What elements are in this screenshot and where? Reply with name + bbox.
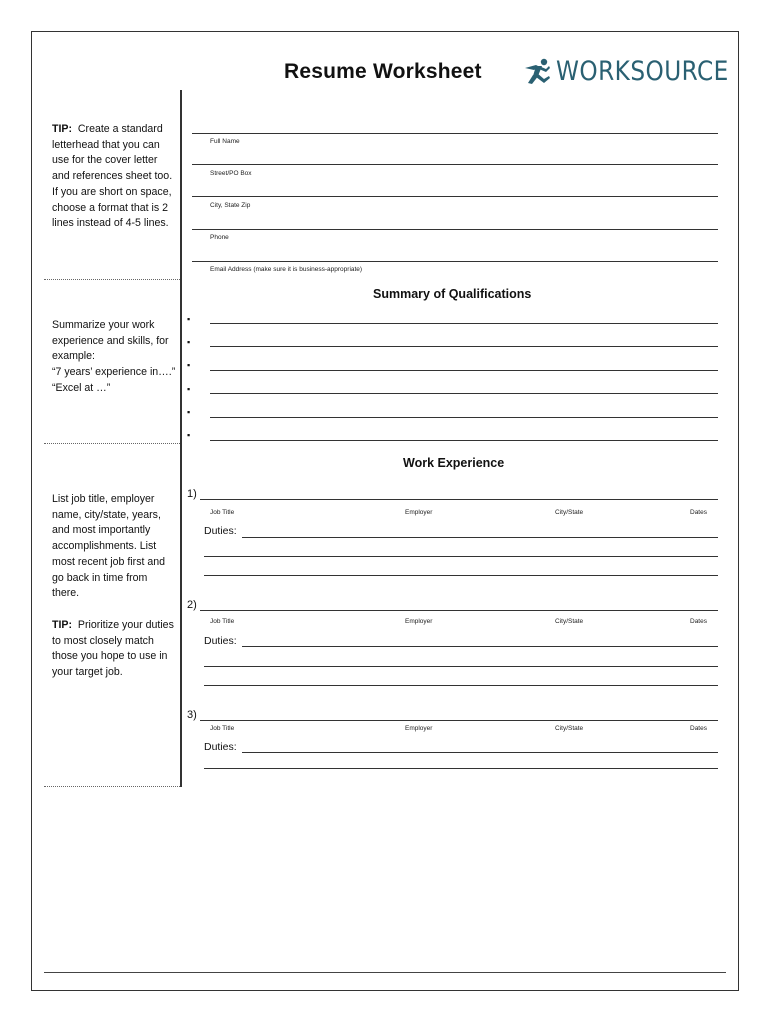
city-state-caption: City/State [555,618,584,625]
tip-text: Prioritize your duties to most closely match those you hope to use in your target job. [52,618,174,679]
tip-contact [52,122,176,232]
duties-line[interactable] [242,752,718,753]
entry-number: 1) [187,488,197,500]
email-line[interactable] [192,261,718,262]
worksource-logo [522,56,757,87]
city-state-zip-line[interactable] [192,196,718,197]
full-name-caption: Full Name [210,138,240,145]
duties-label: Duties: [204,525,237,537]
tip-summary: Summarize your work experience and skills, for example: “7 years’ experience in….” “Excel at …” [52,319,176,394]
duties-line[interactable] [204,685,718,686]
sidebar-divider [180,90,182,787]
tip-work [52,492,176,681]
employer-caption: Employer [405,725,433,732]
tip-label: TIP: [52,618,73,631]
duties-line[interactable] [204,768,718,769]
page-title: Resume Worksheet [284,60,482,83]
bullet-icon: ▪ [187,384,191,394]
summary-line[interactable] [210,370,718,371]
bullet-icon: ▪ [187,407,191,417]
tip-work-text: List job title, employer name, city/state, years, and most importantly accomplishments. List most recent job first and go back in time from there. [52,493,166,600]
bullet-icon: ▪ [187,337,191,347]
phone-line[interactable] [192,229,718,230]
footer-rule [44,972,726,973]
sidebar-separator [44,443,180,444]
entry-number: 3) [187,709,197,721]
job-entry-line[interactable] [200,499,718,500]
street-line[interactable] [192,164,718,165]
city-state-zip-caption: City, State Zip [210,202,251,209]
duties-line[interactable] [242,537,718,538]
work-title: Work Experience [403,456,505,470]
summary-line[interactable] [210,440,718,441]
summary-line[interactable] [210,393,718,394]
job-entry-line[interactable] [200,720,718,721]
summary-line[interactable] [210,417,718,418]
duties-line[interactable] [204,575,718,576]
tip-label: TIP: [52,123,73,135]
job-title-caption: Job Title [210,618,235,625]
employer-caption: Employer [405,618,433,625]
duties-line[interactable] [242,646,718,647]
job-entry-line[interactable] [200,610,718,611]
tip-text: Create a standard letterhead that you can use for the cover letter and references sheet too. If you are short on space, choose a format that is 2 lines instead of 4-5 lines. [52,123,173,230]
entry-number: 2) [187,599,197,611]
bullet-icon: ▪ [187,430,191,440]
logo-text: WORKSOURCE [556,56,729,87]
dates-caption: Dates [690,509,707,516]
bullet-icon: ▪ [187,360,191,370]
dates-caption: Dates [690,725,707,732]
email-caption: Email Address (make sure it is business-appropriate) [210,266,363,273]
phone-caption: Phone [210,234,229,241]
dates-caption: Dates [690,618,707,625]
bullet-icon: ▪ [187,314,191,324]
duties-label: Duties: [204,635,237,647]
street-caption: Street/PO Box [210,170,252,177]
employer-caption: Employer [405,509,433,516]
summary-line[interactable] [210,346,718,347]
job-title-caption: Job Title [210,725,235,732]
summary-line[interactable] [210,323,718,324]
duties-line[interactable] [204,666,718,667]
city-state-caption: City/State [555,725,584,732]
sidebar-separator [44,279,180,280]
city-state-caption: City/State [555,509,584,516]
full-name-line[interactable] [192,133,718,134]
job-title-caption: Job Title [210,509,235,516]
sidebar-separator [44,786,180,787]
summary-title: Summary of Qualifications [373,287,532,301]
duties-label: Duties: [204,741,237,753]
runner-icon [522,57,552,87]
duties-line[interactable] [204,556,718,557]
